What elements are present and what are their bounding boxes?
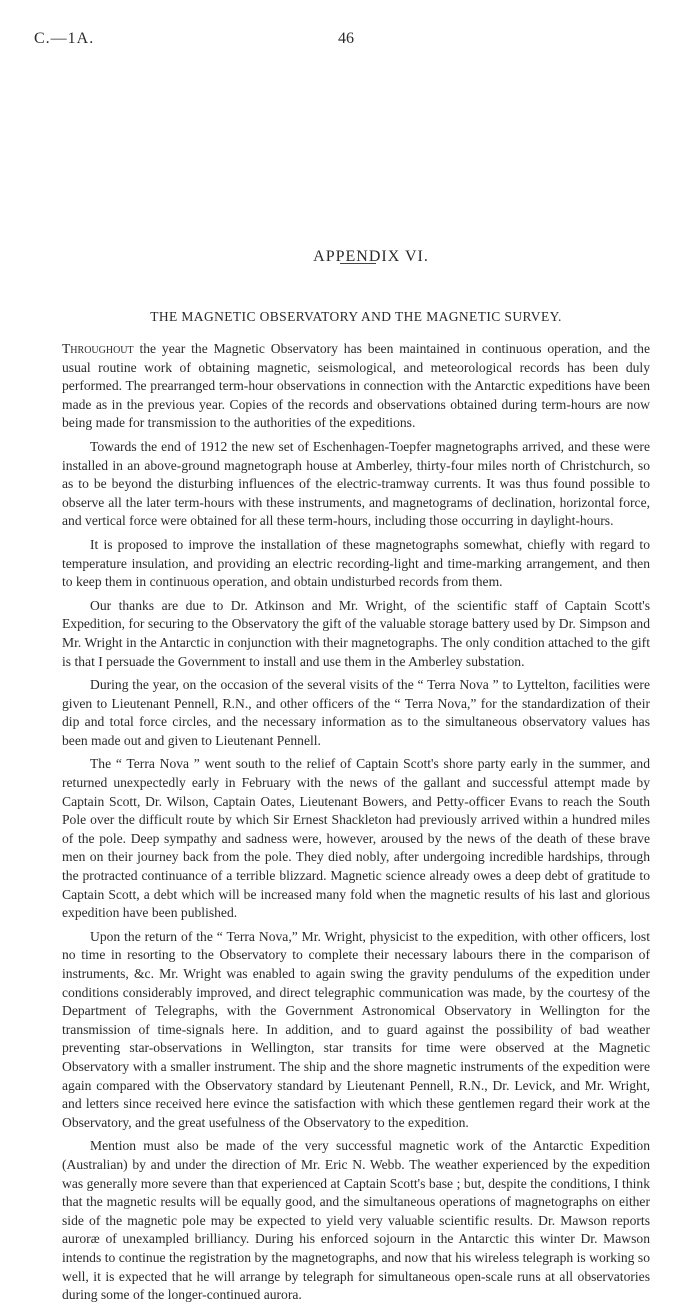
- divider-rule: [340, 263, 376, 264]
- paragraph: It is proposed to improve the installation of these magnetographs somewhat, chiefly with regard to temperature insulation, and providing an electric recording-light and time-marking arrangement, and then to keep them in continuous operation, and obtain undisturbed records from them.: [62, 536, 650, 590]
- document-code: C.—1A.: [34, 30, 95, 47]
- paragraph: Upon the return of the “ Terra Nova,” Mr. Wright, physicist to the expedition, with other officers, lost no time in resorting to the Observatory to complete their necessary labours there in the comparison of instruments, &c. Mr. Wright was enabled to again swing the gravity pendulums of the expedition under conditions considerably improved, and direct telegraphic communication was made, by the courtesy of the Department of Telegraphs, with the Government Astronomical Observatory in Wellington for the transmission of time-signals here. In addition, and to guard against the possibility of bad weather preventing star-observations in Wellington, star transits for time were observed at the Magnetic Observatory with a smaller instrument. The ship and the shore magnetic instruments of the expedition were again compared with the Observatory standard by Lieutenant Pennell, R.N., Dr. Levick, and Mr. Wright, and letters since received here evince the satisfaction with which these gentlemen regard their work at the Observatory, and the great usefulness of the Observatory to the expedition.: [62, 928, 650, 1130]
- paragraph: Mention must also be made of the very successful magnetic work of the Antarctic Expedition (Australian) by and under the direction of Mr. Eric N. Webb. The weather experienced by the expedition was generally more severe than that experienced at Captain Scott's base ; but, despite the conditions, I think that the magnetic results will be equally good, and the simultaneous operations of magnetographs on either side of the magnetic pole may be expected to yield very valuable scientific results. Dr. Mawson reports auroræ of unexampled brilliancy. During his enforced sojourn in the Antarctic this winter Dr. Mawson intends to continue the registration by the magnetographs, and now that his wireless telegraph is working so well, it is expected that he will arrange by telegraph for simultaneous open-scale runs at all observatories during some of the longer-continued aurora.: [62, 1138, 650, 1303]
- paragraph: [62, 340, 650, 433]
- appendix-heading: APPENDIX VI.: [313, 248, 429, 265]
- paragraph: The “ Terra Nova ” went south to the relief of Captain Scott's shore party early in the summer, and returned unexpectedly early in February with the news of the gallant and successful attempt made by Captain Scott, Dr. Wilson, Captain Oates, Lieutenant Bowers, and Petty-officer Evans to reach the South Pole over the difficult route by which Sir Ernest Shackleton had previously arrived within a hundred miles of the pole. Deep sympathy and sadness were, however, aroused by the news of the death of these brave men on their journey back from the pole. They died nobly, after undergoing incredible hardships, through the protracted continuance of a terrible blizzard. Magnetic science already owes a deep debt of gratitude to Captain Scott, a debt which will be increased many fold when the magnetic results of his last and glorious expedition have been published.: [62, 756, 650, 921]
- paragraph: Towards the end of 1912 the new set of Eschenhagen-Toepfer magnetographs arrived, and these were installed in an above-ground magnetograph house at Amberley, thirty-four miles north of Christchurch, so as to be beyond the disturbing influences of the electric-tramway currents. It was thus found possible to observe all the later term-hours with these instruments, and magnetograms of declination, horizontal force, and vertical force were obtained for all these term-hours, including those occurring in daylight-hours.: [62, 438, 650, 529]
- page-number: 46: [338, 30, 354, 47]
- document-body: [62, 340, 650, 1310]
- paragraph: Our thanks are due to Dr. Atkinson and Mr. Wright, of the scientific staff of Captain Scott's Expedition, for securing to the Observatory the gift of the valuable storage battery used by Dr. Simpson and Mr. Wright in the Antarctic in conjunction with their magnetographs. The only condition attached to the gift is that I persuade the Government to install and use them in the Amberley substation.: [62, 597, 650, 669]
- paragraph-lead-word: Throughout: [62, 341, 134, 356]
- paragraph: During the year, on the occasion of the several visits of the “ Terra Nova ” to Lyttelton, facilities were given to Lieutenant Pennell, R.N., and other officers of the “ Terra Nova,” for the standardization of their dip and total force circles, and the necessary information as to the simultaneous observatory values has been made out and given to Lieutenant Pennell.: [62, 677, 650, 748]
- section-title: THE MAGNETIC OBSERVATORY AND THE MAGNETIC SURVEY.: [150, 309, 562, 324]
- paragraph-text: the year the Magnetic Observatory has been maintained in continuous operation, and the usual routine work of obtaining magnetic, seismological, and meteorological records has been duly performed. The prearranged term-hour observations in connection with the Antarctic expeditions have been made as in the previous year. Copies of the records and observations obtained during term-hours are now being made for transmission to the authorities of the expeditions.: [62, 341, 650, 431]
